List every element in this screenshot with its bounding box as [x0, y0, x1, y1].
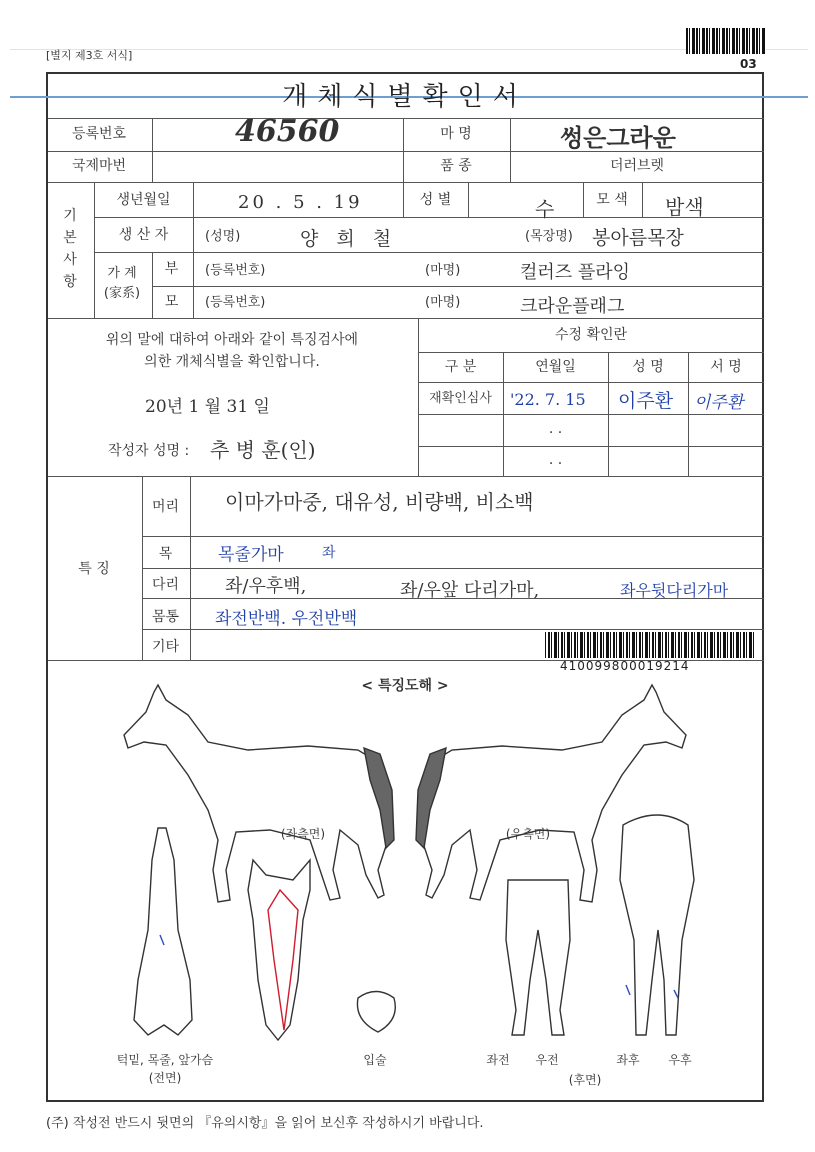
label-legs: 다리: [151, 577, 180, 593]
confirm-text-1: 위의 말에 대하여 아래와 같이 특징검사에: [105, 332, 359, 348]
value-issue-date: 20년 1 월 31 일: [145, 397, 270, 417]
value-breed: 더러브렛: [609, 158, 665, 174]
label-sire: 부: [164, 261, 179, 277]
label-revision: 수정 확인란: [554, 327, 628, 343]
value-color: 밤색: [665, 195, 704, 219]
caption-front-neck: 턱밑, 목줄, 앞가슴: [116, 1052, 214, 1067]
value-rev-name: 이주환: [618, 390, 674, 412]
rev-col-sign: 서 명: [710, 358, 742, 375]
value-producer-name: 양 희 철: [300, 228, 398, 250]
label-sire-name: (마명): [425, 262, 461, 278]
rev-dots-1: . .: [548, 420, 563, 437]
value-horse-name: 썽은그라운: [560, 123, 676, 152]
col-line: [642, 182, 643, 217]
caption-front-left: 좌전: [486, 1052, 510, 1067]
value-reg-no: 46560: [235, 114, 340, 149]
front-legs-icon: [506, 880, 570, 1035]
caption-hind-right: 우후: [668, 1052, 692, 1067]
page-number: 03: [740, 57, 757, 71]
label-etc: 기타: [151, 639, 180, 655]
lips-icon: [357, 992, 395, 1033]
label-writer: 작성자 성명 :: [108, 443, 190, 459]
label-intl-no: 국제마번: [71, 158, 127, 174]
row-line: [94, 217, 764, 218]
caption-rear: (후면): [568, 1072, 602, 1087]
row-line: [142, 536, 764, 537]
rev-row-label: 재확인심사: [429, 391, 492, 406]
caption-hind-left: 좌후: [616, 1052, 640, 1067]
document-barcode: [545, 632, 755, 658]
label-horse-name: 마 명: [440, 126, 472, 142]
diagram-title: < 특징도해 >: [361, 678, 449, 694]
value-body: 좌전반백. 우전반백: [215, 609, 358, 629]
row-line: [142, 568, 764, 569]
value-dam-name: 크라운플래그: [520, 296, 625, 317]
horse-diagram: [48, 680, 762, 1100]
col-line: [190, 476, 191, 660]
right-side-horse-icon: [416, 685, 686, 902]
value-writer-name: 추 병 훈(인): [210, 438, 316, 462]
value-legs-1: 좌/우후백,: [225, 576, 307, 597]
value-sex: 수: [535, 197, 555, 221]
head-front-icon: [248, 860, 310, 1040]
caption-left-side: (좌측면): [280, 826, 326, 841]
value-birth: 20 . 5 . 19: [238, 192, 363, 213]
label-neck: 목: [158, 545, 173, 562]
label-body: 몸통: [151, 608, 180, 625]
label-pedigree: 가 계 (家系): [103, 266, 141, 301]
label-features: 특 징: [78, 561, 110, 577]
value-farm-name: 봉아름목장: [592, 227, 684, 249]
label-dam-reg: (등록번호): [205, 295, 266, 310]
label-birth: 생년월일: [116, 192, 171, 208]
left-side-horse-icon: [124, 685, 394, 902]
row-line: [142, 629, 764, 630]
value-rev-sign: 이주환: [694, 393, 744, 413]
top-barcode: [686, 28, 766, 54]
label-color: 모 색: [596, 192, 628, 208]
caption-front-right: 우전: [535, 1052, 559, 1067]
label-producer: 생 산 자: [118, 227, 169, 243]
rev-col-date: 연월일: [535, 358, 576, 375]
label-dam: 모: [164, 293, 179, 310]
rev-col-name: 성 명: [632, 358, 664, 375]
label-dam-name: (마명): [425, 295, 461, 310]
value-head: 이마가마중, 대유성, 비량백, 비소백: [225, 490, 534, 514]
barcode-number: 410099800019214: [560, 659, 690, 673]
rear-legs-icon: [620, 815, 694, 1035]
value-neck-note: 좌: [322, 545, 336, 561]
label-sire-reg: (등록번호): [205, 262, 266, 278]
col-line: [152, 118, 153, 182]
caption-right-side: (우측면): [505, 826, 551, 841]
value-sire-name: 컬러즈 플라잉: [520, 262, 631, 283]
form-label: [별지 제3호 서식]: [46, 49, 133, 62]
value-legs-2: 좌/우앞 다리가마,: [400, 580, 540, 601]
label-sex: 성 별: [419, 192, 452, 208]
rev-col-type: 구 분: [444, 358, 477, 375]
rev-dots-2: . .: [548, 452, 563, 468]
col-line: [193, 182, 194, 318]
footer-note: (주) 작성전 반드시 뒷면의 『유의시항』을 읽어 보신후 작성하시기 바랍니다.: [46, 1116, 484, 1131]
confirm-text-2: 의한 개체식별을 확인합니다.: [144, 354, 320, 370]
label-basic-info: 기 본 사 항: [63, 208, 77, 290]
document-title: 개체식별확인서: [282, 81, 528, 112]
label-head: 머리: [151, 499, 180, 515]
value-legs-3: 좌우뒷다리가마: [620, 581, 729, 600]
label-breed: 품 종: [440, 158, 472, 174]
label-reg-no: 등록번호: [71, 126, 127, 142]
value-neck: 목줄가마: [218, 545, 284, 565]
label-producer-name: (성명): [205, 228, 241, 244]
value-rev-date: '22. 7. 15: [510, 390, 586, 409]
caption-lips: 입술: [363, 1052, 387, 1067]
col-line: [468, 182, 469, 217]
caption-front: (전면): [148, 1070, 182, 1085]
label-farm-name: (목장명): [525, 228, 573, 244]
front-neck-icon: [134, 828, 192, 1035]
